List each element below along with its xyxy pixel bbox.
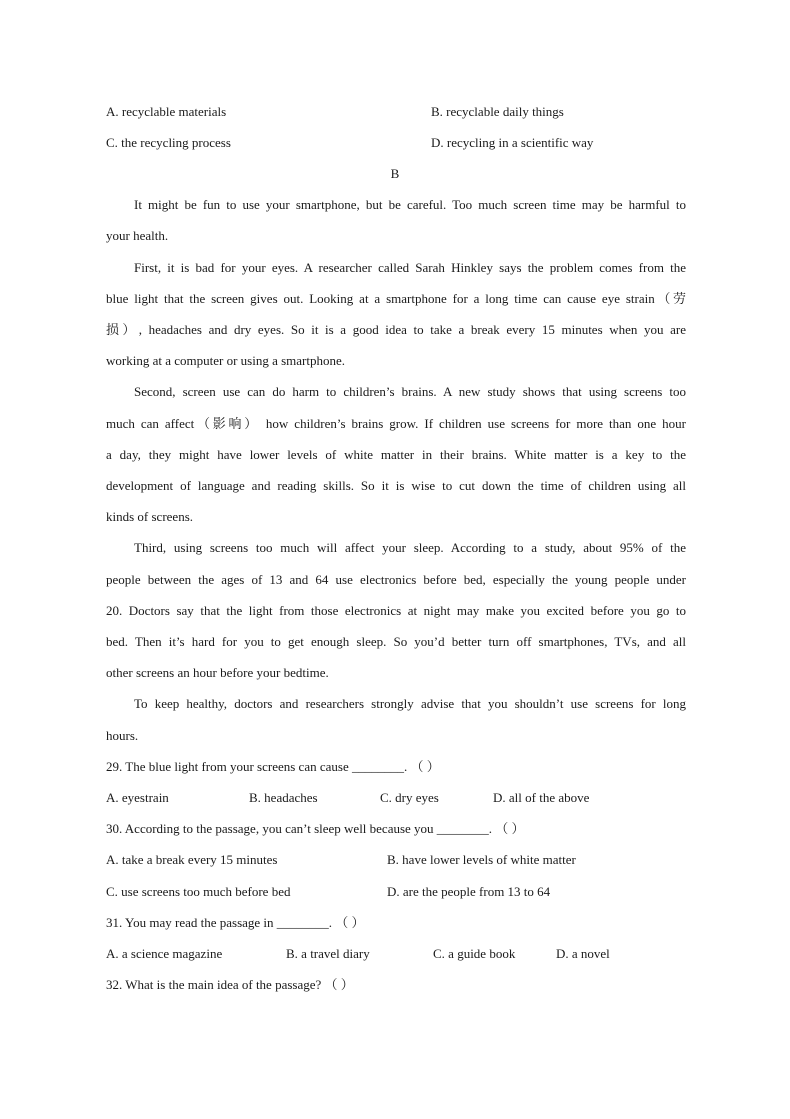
passage-p4-line1: Third, using screens too much will affect your sleep. According to a study, about 95% of the — [134, 540, 686, 555]
passage-p3-line5: kinds of screens. — [106, 509, 194, 524]
passage-p2-line4: working at a computer or using a smartphone. — [106, 353, 345, 368]
question-29-option-b: B. headaches — [249, 790, 318, 805]
passage-p2-line2: blue light that the screen gives out. Looking at a smartphone for a long time can cause eye strain（劳 — [106, 291, 686, 306]
question-30-option-b: B. have lower levels of white matter — [387, 852, 576, 867]
passage-p3-line4: development of language and reading skills. So it is wise to cut down the time of children using all — [106, 478, 686, 493]
prev-option-a: A. recyclable materials — [106, 104, 227, 119]
passage-p1-line2: your health. — [106, 228, 169, 243]
passage-p1-line1: It might be fun to use your smartphone, but be careful. Too much screen time may be harmful to — [134, 197, 686, 212]
question-31-option-b: B. a travel diary — [286, 946, 370, 961]
passage-p2-line1: First, it is bad for your eyes. A researcher called Sarah Hinkley says the problem comes from the — [134, 260, 686, 275]
question-31-stem: 31. You may read the passage in ________. （ ） — [106, 915, 365, 930]
passage-p4-line2: people between the ages of 13 and 64 use electronics before bed, especially the young people under — [106, 572, 686, 587]
question-31-option-d: D. a novel — [556, 946, 610, 961]
question-32-stem: 32. What is the main idea of the passage? （ ） — [106, 977, 354, 992]
question-29-stem: 29. The blue light from your screens can cause ________. （ ） — [106, 759, 440, 774]
question-31-option-a: A. a science magazine — [106, 946, 223, 961]
passage-p5-line1: To keep healthy, doctors and researchers strongly advise that you shouldn’t use screens for long — [134, 696, 686, 711]
question-30-option-a: A. take a break every 15 minutes — [106, 852, 278, 867]
prev-option-d: D. recycling in a scientific way — [431, 135, 594, 150]
question-30-option-d: D. are the people from 13 to 64 — [387, 884, 551, 899]
question-29-option-d: D. all of the above — [493, 790, 590, 805]
passage-p2-line3: 损）, headaches and dry eyes. So it is a good idea to take a break every 15 minutes when you are — [106, 322, 686, 337]
question-29-option-c: C. dry eyes — [380, 790, 439, 805]
section-label: B — [390, 166, 400, 181]
prev-option-c: C. the recycling process — [106, 135, 231, 150]
passage-p4-line5: other screens an hour before your bedtime. — [106, 665, 329, 680]
passage-p4-line3: 20. Doctors say that the light from those electronics at night may make you excited before you go to — [106, 603, 686, 618]
question-31-option-c: C. a guide book — [433, 946, 516, 961]
passage-p3-line3: a day, they might have lower levels of white matter in their brains. White matter is a key to the — [106, 447, 686, 462]
passage-p3-line1: Second, screen use can do harm to children’s brains. A new study shows that using screens too — [134, 384, 686, 399]
question-29-option-a: A. eyestrain — [106, 790, 169, 805]
passage-p4-line4: bed. Then it’s hard for you to get enough sleep. So you’d better turn off smartphones, TVs, and all — [106, 634, 686, 649]
question-30-stem: 30. According to the passage, you can’t sleep well because you ________. （ ） — [106, 821, 525, 836]
prev-option-b: B. recyclable daily things — [431, 104, 564, 119]
passage-p3-line2: much can affect（影响） how children’s brains grow. If children use screens for more than one hour — [106, 416, 686, 431]
question-30-option-c: C. use screens too much before bed — [106, 884, 291, 899]
passage-p5-line2: hours. — [106, 728, 139, 743]
